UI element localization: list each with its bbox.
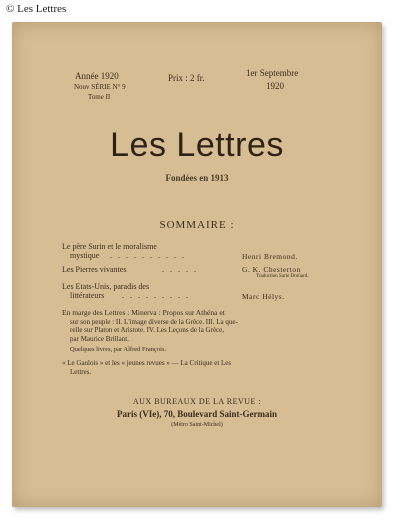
gaulois-line2: Lettres. — [70, 368, 92, 376]
en-marge-line3: relle sur Platon et Aristote. IV. Les Leçons de la Grèce, — [70, 326, 225, 334]
footer-metro: (Métro Saint-Michel) — [171, 422, 223, 428]
gaulois-block — [62, 359, 231, 377]
en-marge-block — [62, 309, 352, 343]
sommaire-heading: SOMMAIRE : — [159, 219, 235, 231]
entry-1-dots: . . . . . . . . . . — [110, 251, 186, 260]
magazine-cover — [12, 22, 382, 507]
tome: Tome II — [88, 93, 111, 101]
en-marge-line1: En marge des Lettres : Minerva : Propos sur Athéna et — [62, 308, 225, 317]
entry-3-title-line2: littérateurs — [70, 291, 105, 300]
page-title: Les Lettres — [110, 126, 284, 164]
en-marge-line4: par Maurice Brillant. — [70, 334, 129, 343]
en-marge-line2: sur son peuple : II. L'image diverse de la Grèce. III. La que- — [70, 317, 238, 326]
subtitle: Fondées en 1913 — [165, 173, 229, 183]
serie: Nouv SÉRIE N° 9 — [74, 83, 126, 91]
entry-2-note: Traduction Sarie Droüard. — [256, 274, 309, 279]
gaulois-line1: « Le Gaulois » et les « jeunes revues » — La Critique et Les — [62, 359, 232, 367]
quelques-livres: Quelques livres, par Alfred François. — [70, 346, 167, 353]
date-line1: 1er Septembre — [246, 68, 299, 78]
entry-2-title: Les Pierres vivantes — [62, 265, 127, 274]
entry-2-dots: . . . . . — [162, 265, 198, 274]
prix: Prix : 2 fr. — [168, 73, 205, 83]
footer-line1: AUX BUREAUX DE LA REVUE : — [132, 397, 262, 406]
entry-2-author: G. K. Chesterton — [242, 265, 301, 274]
entry-3-author: Marc Hélys. — [242, 292, 285, 301]
watermark: © Les Lettres — [6, 3, 67, 15]
entry-1-title-line1: Le père Surin et le moralisme — [62, 242, 157, 251]
footer-address: Paris (VIe), 70, Boulevard Saint-Germain — [117, 409, 277, 419]
entry-1-title-line2: mystique — [70, 251, 100, 260]
entry-3-dots: . . . . . . . . . — [122, 291, 190, 300]
entry-3-title-line1: Les Etats-Unis, paradis des — [62, 282, 150, 291]
entry-1-author: Henri Bremond. — [242, 252, 298, 261]
date-line2: 1920 — [266, 81, 284, 91]
annee: Année 1920 — [75, 71, 119, 81]
